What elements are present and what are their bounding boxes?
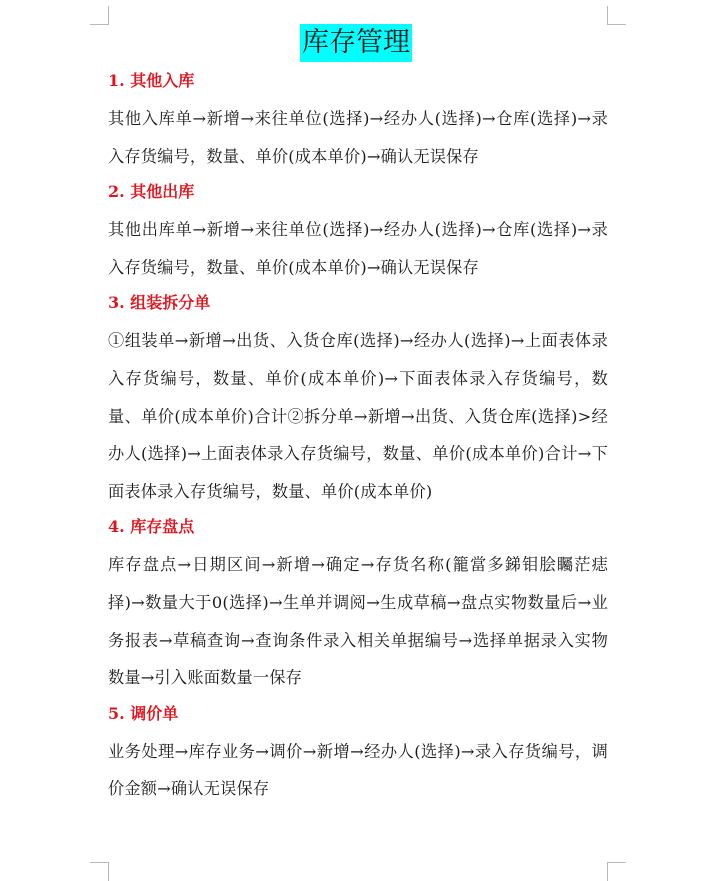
section-other-outbound [108, 179, 608, 286]
section-heading: 3. 组装拆分单 [108, 293, 211, 313]
title-container [0, 24, 712, 62]
section-paragraph: 业务处理→库存业务→调价→新增→经办人(选择)→录入存货编号，调价金额→确认无误保存 [108, 741, 608, 799]
section-paragraph: 其他出库单→新增→来往单位(选择)→经办人(选择)→仓库(选择)→录入存货编号，数量、单价(成本单价)→确认无误保存 [108, 220, 608, 277]
section-heading: 1. 其他入库 [108, 71, 195, 90]
section-other-inbound [108, 68, 608, 175]
section-paragraph: 其他入库单→新增→来往单位(选择)→经办人(选择)→仓库(选择)→录入存货编号，数量、单价(成本单价)→确认无误保存 [108, 109, 608, 166]
page-corner-mark-bottom-right [607, 862, 626, 881]
section-price-adjustment [108, 701, 608, 808]
section-heading: 5. 调价单 [108, 703, 179, 723]
section-assembly-disassembly [108, 290, 608, 510]
section-heading: 4. 库存盘点 [108, 517, 195, 537]
section-paragraph: 库存盘点→日期区间→新增→确定→存货名称(籠當多銻钼脍矚茫痣择)→数量大于0(选择)→生单并调阅→生成草稿→盘点实物数量后→业务报表→草稿查询→查询条件录入相关单据编号→选择单据录入实物数量→引入账面数量一保存 [108, 555, 608, 688]
section-paragraph: ①组装单→新增→出货、入货仓库(选择)→经办人(选择)→上面表体录入存货编号，数量、单价(成本单价)→下面表体录入存货编号，数量、单价(成本单价)合计②拆分单→新增→出货、入货仓库(选择)>经办人(选择)→上面表体录入存货编号，数量、单价(成本单价)合计→下面表体录入存货编号，数量、单价(成本单价) [108, 331, 608, 501]
page-title: 库存管理 [300, 24, 412, 62]
section-heading: 2. 其他出库 [108, 182, 195, 202]
page-corner-mark-top-right [607, 6, 626, 25]
section-stocktaking [108, 514, 608, 696]
page-corner-mark-top-left [90, 6, 109, 25]
document-body [108, 64, 608, 810]
page-corner-mark-bottom-left [90, 862, 109, 881]
